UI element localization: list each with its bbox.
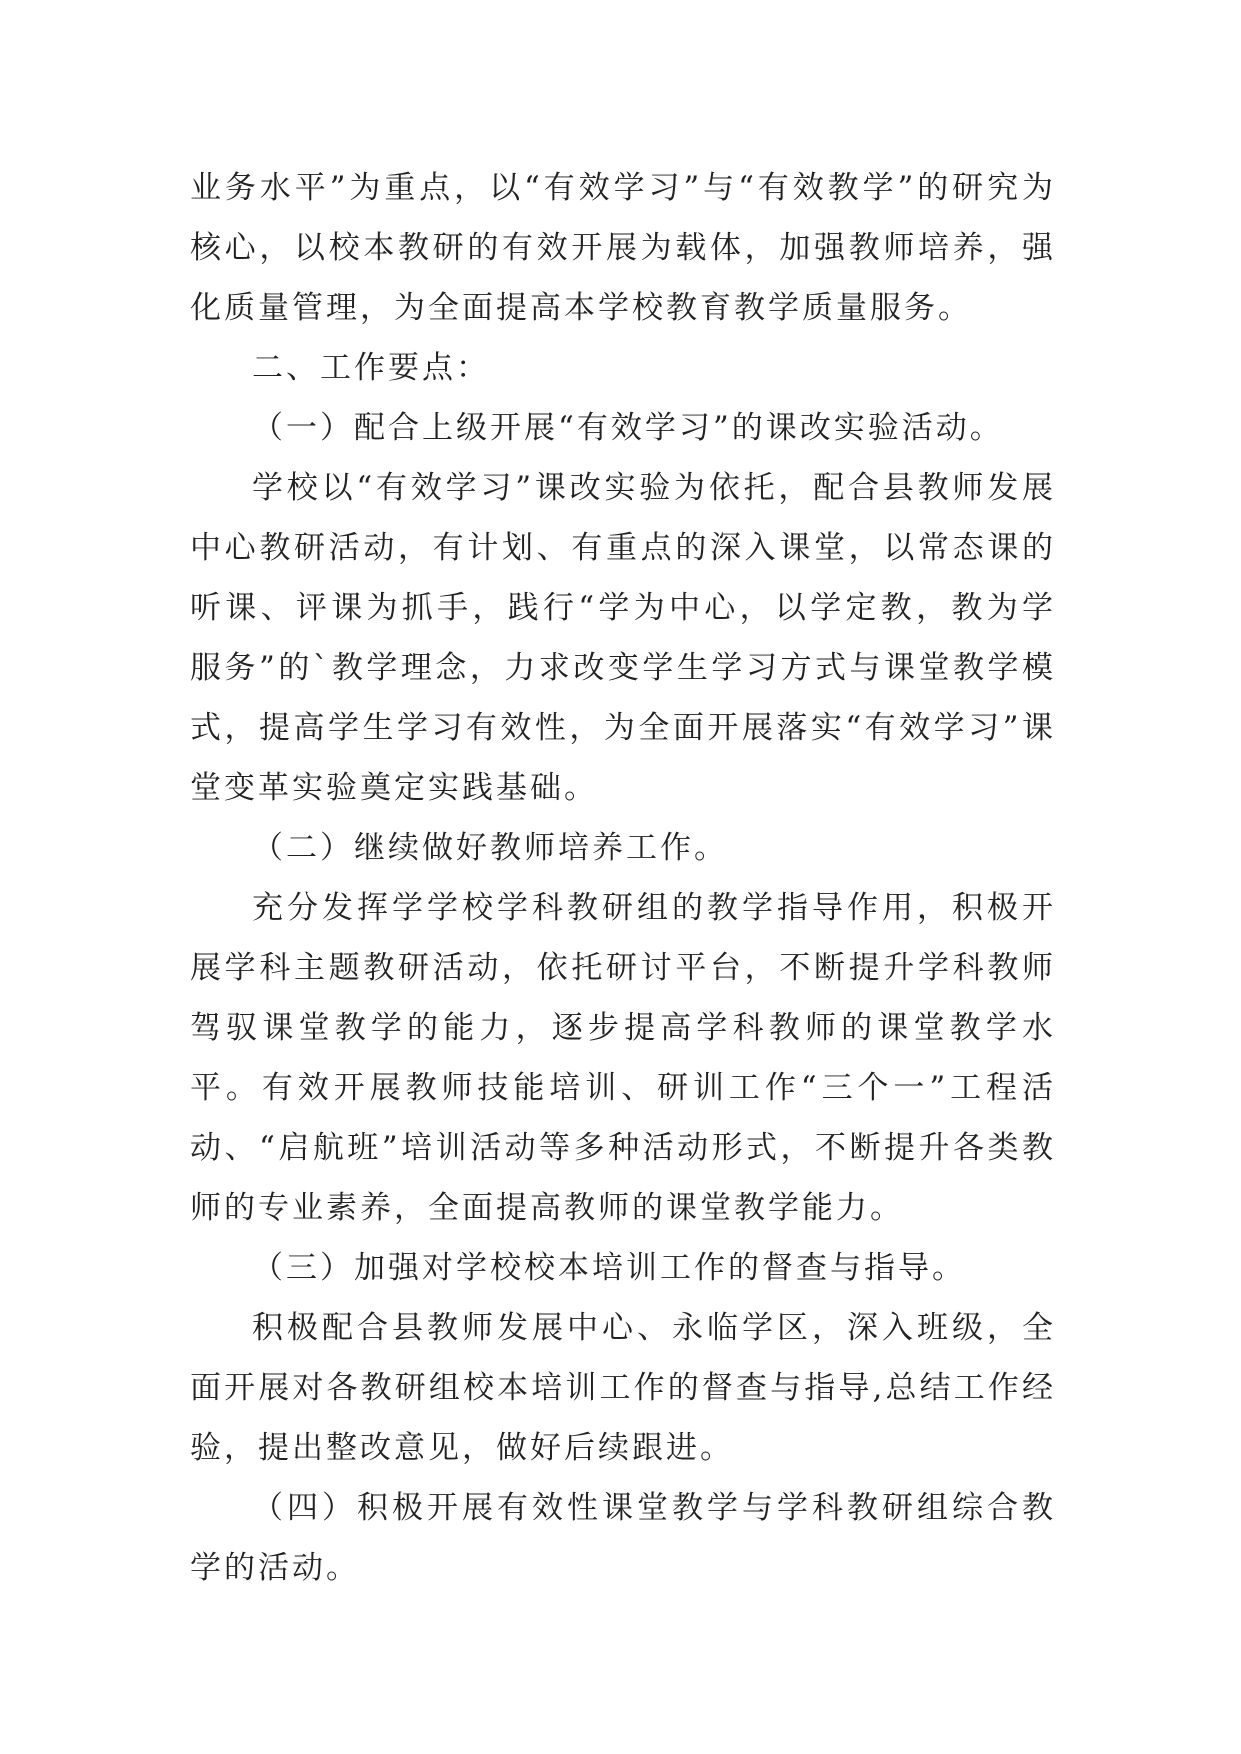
subheading-1: （一）配合上级开展“有效学习”的课改实验活动。 [252,410,1004,446]
subheading-2: （二）继续做好教师培养工作。 [252,830,728,866]
document-body [190,158,1056,1598]
paragraph-1: 学校以“有效学习”课改实验为依托，配合县教师发展中心教研活动，有计划、有重点的深入课堂，以常态课的听课、评课为抓手，践行“学为中心，以学定教，教为学服务”的`教学理念，力求改变学生学习方式与课堂教学模式，提高学生学习有效性，为全面开展落实“有效学习”课堂变革实验奠定实践基础。 [190,470,1056,806]
section-heading-work-points: 二、工作要点： [252,350,490,386]
subheading-4: （四）积极开展有效性课堂教学与学科教研组综合教学的活动。 [190,1490,1056,1586]
paragraph-3: 积极配合县教师发展中心、永临学区，深入班级，全面开展对各教研组校本培训工作的督查与指导,总结工作经验，提出整改意见，做好后续跟进。 [190,1310,1056,1466]
subheading-3: （三）加强对学校校本培训工作的督查与指导。 [252,1250,966,1286]
paragraph-guiding-ideology-continuation: 业务水平”为重点，以“有效学习”与“有效教学”的研究为核心，以校本教研的有效开展为载体，加强教师培养，强化质量管理，为全面提高本学校教育教学质量服务。 [190,170,1056,326]
paragraph-2: 充分发挥学学校学科教研组的教学指导作用，积极开展学科主题教研活动，依托研讨平台，不断提升学科教师驾驭课堂教学的能力，逐步提高学科教师的课堂教学水平。有效开展教师技能培训、研训工作“三个一”工程活动、“启航班”培训活动等多种活动形式，不断提升各类教师的专业素养，全面提高教师的课堂教学能力。 [190,890,1056,1226]
